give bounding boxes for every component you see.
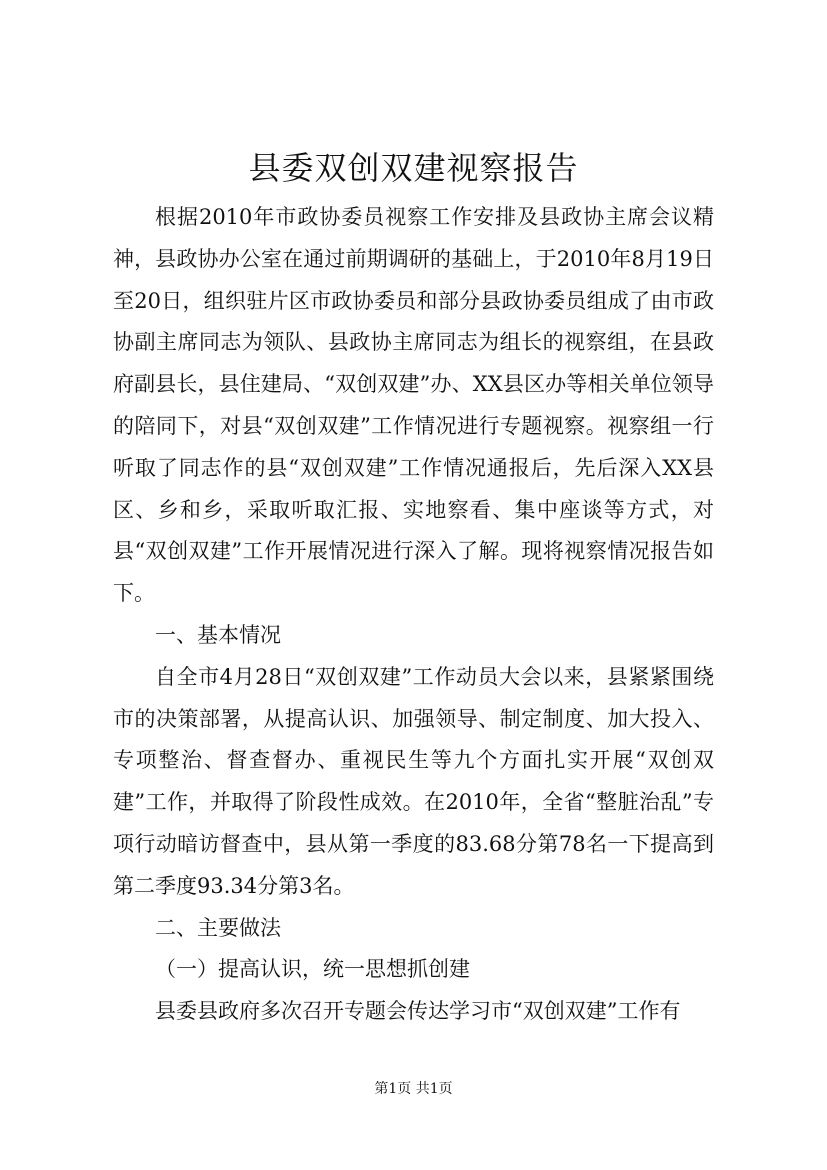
paragraph-intro: 根据2010年市政协委员视察工作安排及县政协主席会议精神，县政协办公室在通过前期调研的基础上，于2010年8月19日至20日，组织驻片区市政协委员和部分县政协委员组成了由市政协副主席同志为领队、县政协主席同志为组长的视察组，在县政府副县长，县住建局、“双创双建”办、XX县区办等相关单位领导的陪同下，对县“双创双建”工作情况进行专题视察。视察组一行听取了同志作的县“双创双建”工作情况通报后，先后深入XX县区、乡和乡，采取听取汇报、实地察看、集中座谈等方式，对县“双创双建”工作开展情况进行深入了解。现将视察情况报告如下。: [113, 205, 714, 606]
section-heading-basic-situation: 一、基本情况: [155, 622, 281, 647]
paragraph-basic-situation: 自全市4月28日“双创双建”工作动员大会以来，县紧紧围绕市的决策部署，从提高认识、加强领导、制定制度、加大投入、专项整治、督查督办、重视民生等九个方面扎实开展“双创双建”工作，并取得了阶段性成效。在2010年，全省“整脏治乱”专项行动暗访督查中，县从第一季度的83.68分第78名一下提高到第二季度93.34分第3名。: [113, 664, 714, 898]
section-heading-main-practices: 二、主要做法: [155, 915, 281, 940]
page-footer: 第1页 共1页: [374, 1081, 453, 1097]
document-title: 县委双创双建视察报告: [248, 149, 579, 187]
document-body: [113, 197, 714, 1033]
paragraph-practices-1: 县委县政府多次召开专题会传达学习市“双创双建”工作有: [155, 999, 681, 1024]
subsection-heading-1: （一）提高认识，统一思想抓创建: [155, 957, 470, 982]
